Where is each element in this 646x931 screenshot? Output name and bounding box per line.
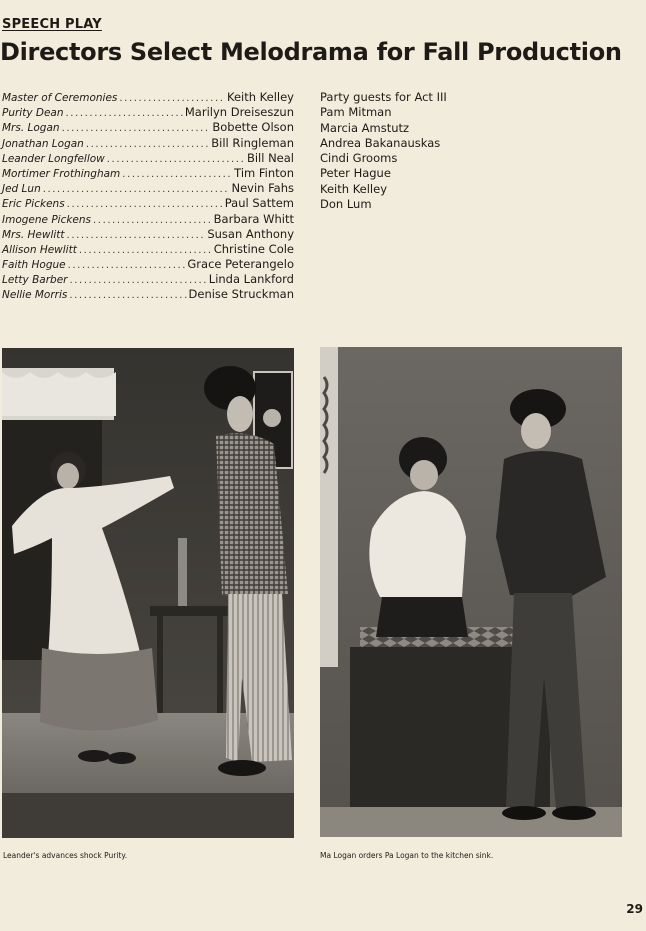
leader-dots <box>66 108 183 119</box>
cast-role: Mrs. Hewlitt <box>2 228 65 241</box>
guest-name: Andrea Bakanauskas <box>320 135 441 150</box>
leader-dots <box>93 215 212 226</box>
page-number: 29 <box>626 902 643 916</box>
leader-dots <box>122 169 232 180</box>
cast-role: Jonathan Logan <box>2 137 84 150</box>
leader-dots <box>43 184 230 195</box>
cast-row <box>2 257 294 272</box>
leader-dots <box>67 230 206 241</box>
leader-dots <box>79 245 212 256</box>
cast-actor: Linda Lankford <box>208 272 294 287</box>
cast-actor: Tim Finton <box>234 165 294 180</box>
cast-row <box>2 136 294 151</box>
cast-row <box>2 287 294 302</box>
cast-row <box>2 166 294 181</box>
leader-dots <box>119 93 225 104</box>
cast-role: Letty Barber <box>2 274 68 287</box>
cast-actor: Susan Anthony <box>207 226 294 241</box>
cast-row <box>2 272 294 287</box>
cast-row <box>2 196 294 211</box>
cast-actor: Christine Cole <box>213 241 294 256</box>
cast-actor: Nevin Fahs <box>231 181 294 196</box>
photo-caption-right: Ma Logan orders Pa Logan to the kitchen sink. <box>320 851 494 860</box>
stage-photo-left <box>2 348 294 838</box>
leader-dots <box>67 199 223 210</box>
cast-role: Nellie Morris <box>2 289 68 302</box>
cast-actor: Bill Ringleman <box>211 135 294 150</box>
cast-role: Leander Longfellow <box>2 152 105 165</box>
leader-dots <box>69 290 186 301</box>
cast-actor: Paul Sattem <box>224 196 294 211</box>
cast-role: Eric Pickens <box>2 198 65 211</box>
guest-name: Peter Hague <box>320 166 391 181</box>
cast-actor: Bill Neal <box>246 150 294 165</box>
guest-name: Marcia Amstutz <box>320 120 410 135</box>
leader-dots <box>62 123 211 134</box>
cast-role: Allison Hewlitt <box>2 243 77 256</box>
photo-caption-left: Leander's advances shock Purity. <box>3 851 128 860</box>
cast-row <box>2 242 294 257</box>
guest-name: Pam Mitman <box>320 105 392 120</box>
cast-actor: Marilyn Dreiseszun <box>184 105 294 120</box>
cast-actor: Keith Kelley <box>226 90 294 104</box>
party-guests <box>320 90 447 212</box>
cast-row <box>2 151 294 166</box>
cast-row <box>2 181 294 196</box>
cast-role: Mrs. Logan <box>2 122 60 135</box>
leader-dots <box>107 154 245 165</box>
cast-role: Master of Ceremonies <box>2 92 118 104</box>
cast-role: Jed Lun <box>2 183 41 196</box>
leader-dots <box>68 260 186 271</box>
leader-dots <box>70 275 207 286</box>
guest-name: Keith Kelley <box>320 181 388 196</box>
guests-heading: Party guests for Act III <box>320 90 447 104</box>
cast-actor: Bobette Olson <box>212 120 294 135</box>
cast-role: Faith Hogue <box>2 259 66 272</box>
headline: Directors Select Melodrama for Fall Production <box>0 38 622 66</box>
cast-actor: Grace Peterangelo <box>187 257 294 272</box>
cast-row <box>2 105 294 120</box>
cast-role: Purity Dean <box>2 107 64 120</box>
guest-name: Don Lum <box>320 197 372 212</box>
stage-photo-right <box>320 347 622 837</box>
cast-row <box>2 120 294 135</box>
cast-actor: Barbara Whitt <box>213 211 294 226</box>
cast-list <box>2 90 294 303</box>
cast-actor: Denise Struckman <box>188 287 294 302</box>
cast-row <box>2 212 294 227</box>
cast-role: Imogene Pickens <box>2 213 92 226</box>
section-label: SPEECH PLAY <box>2 17 102 32</box>
cast-role: Mortimer Frothingham <box>2 167 121 180</box>
leader-dots <box>86 139 209 150</box>
cast-row <box>2 227 294 242</box>
guest-name: Cindi Grooms <box>320 151 398 166</box>
cast-row <box>2 90 294 105</box>
